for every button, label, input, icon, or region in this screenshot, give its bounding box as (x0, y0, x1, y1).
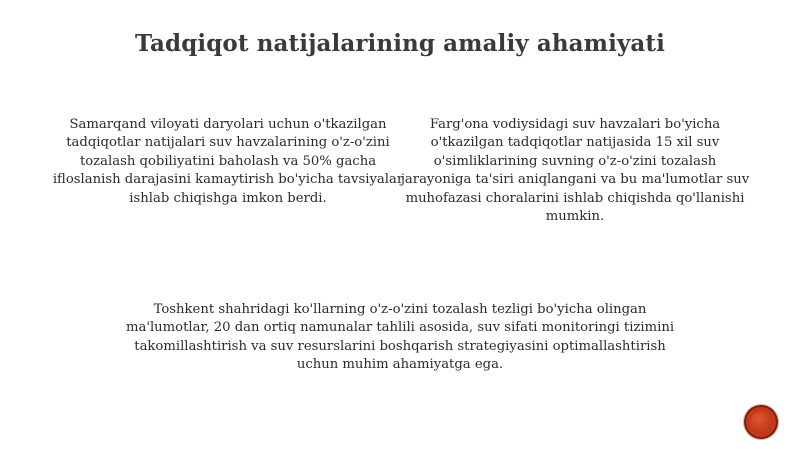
red-circle-icon[interactable] (746, 407, 776, 437)
slide-title: Tadqiqot natijalarining amaliy ahamiyati (135, 30, 665, 57)
text-block-right: Farg'ona vodiysidagi suv havzalari bo'yicha o'tkazilgan tadqiqotlar natijasida 15 xil suv o'simliklarining suvning o'z-o'zini tozalash jarayoniga ta'siri aniqlangani va bu ma'lumotlar suv muhofazasi choralarini ishlab chiqishda qo'llanishi mumkin. (400, 117, 750, 225)
text-block-bottom: Toshkent shahridagi ko'llarning o'z-o'zini tozalash tezligi bo'yicha olingan ma'lumotlar, 20 dan ortiq namunalar tahlili asosida, suv sifati monitoringi tizimini takomillashtirish va suv resurslarini boshqarish strategiyasini optimallashtirish uchun muhim ahamiyatga ega. (125, 302, 675, 373)
nav-button-inner (750, 411, 772, 433)
text-block-left: Samarqand viloyati daryolari uchun o'tkazilgan tadqiqotlar natijalari suv havzalarining o'z-o'zini tozalash qobiliyatini baholash va 50% gacha ifloslanish darajasini kamaytirish bo'yicha tavsiyalar ishlab chiqishga imkon berdi. (52, 117, 404, 206)
